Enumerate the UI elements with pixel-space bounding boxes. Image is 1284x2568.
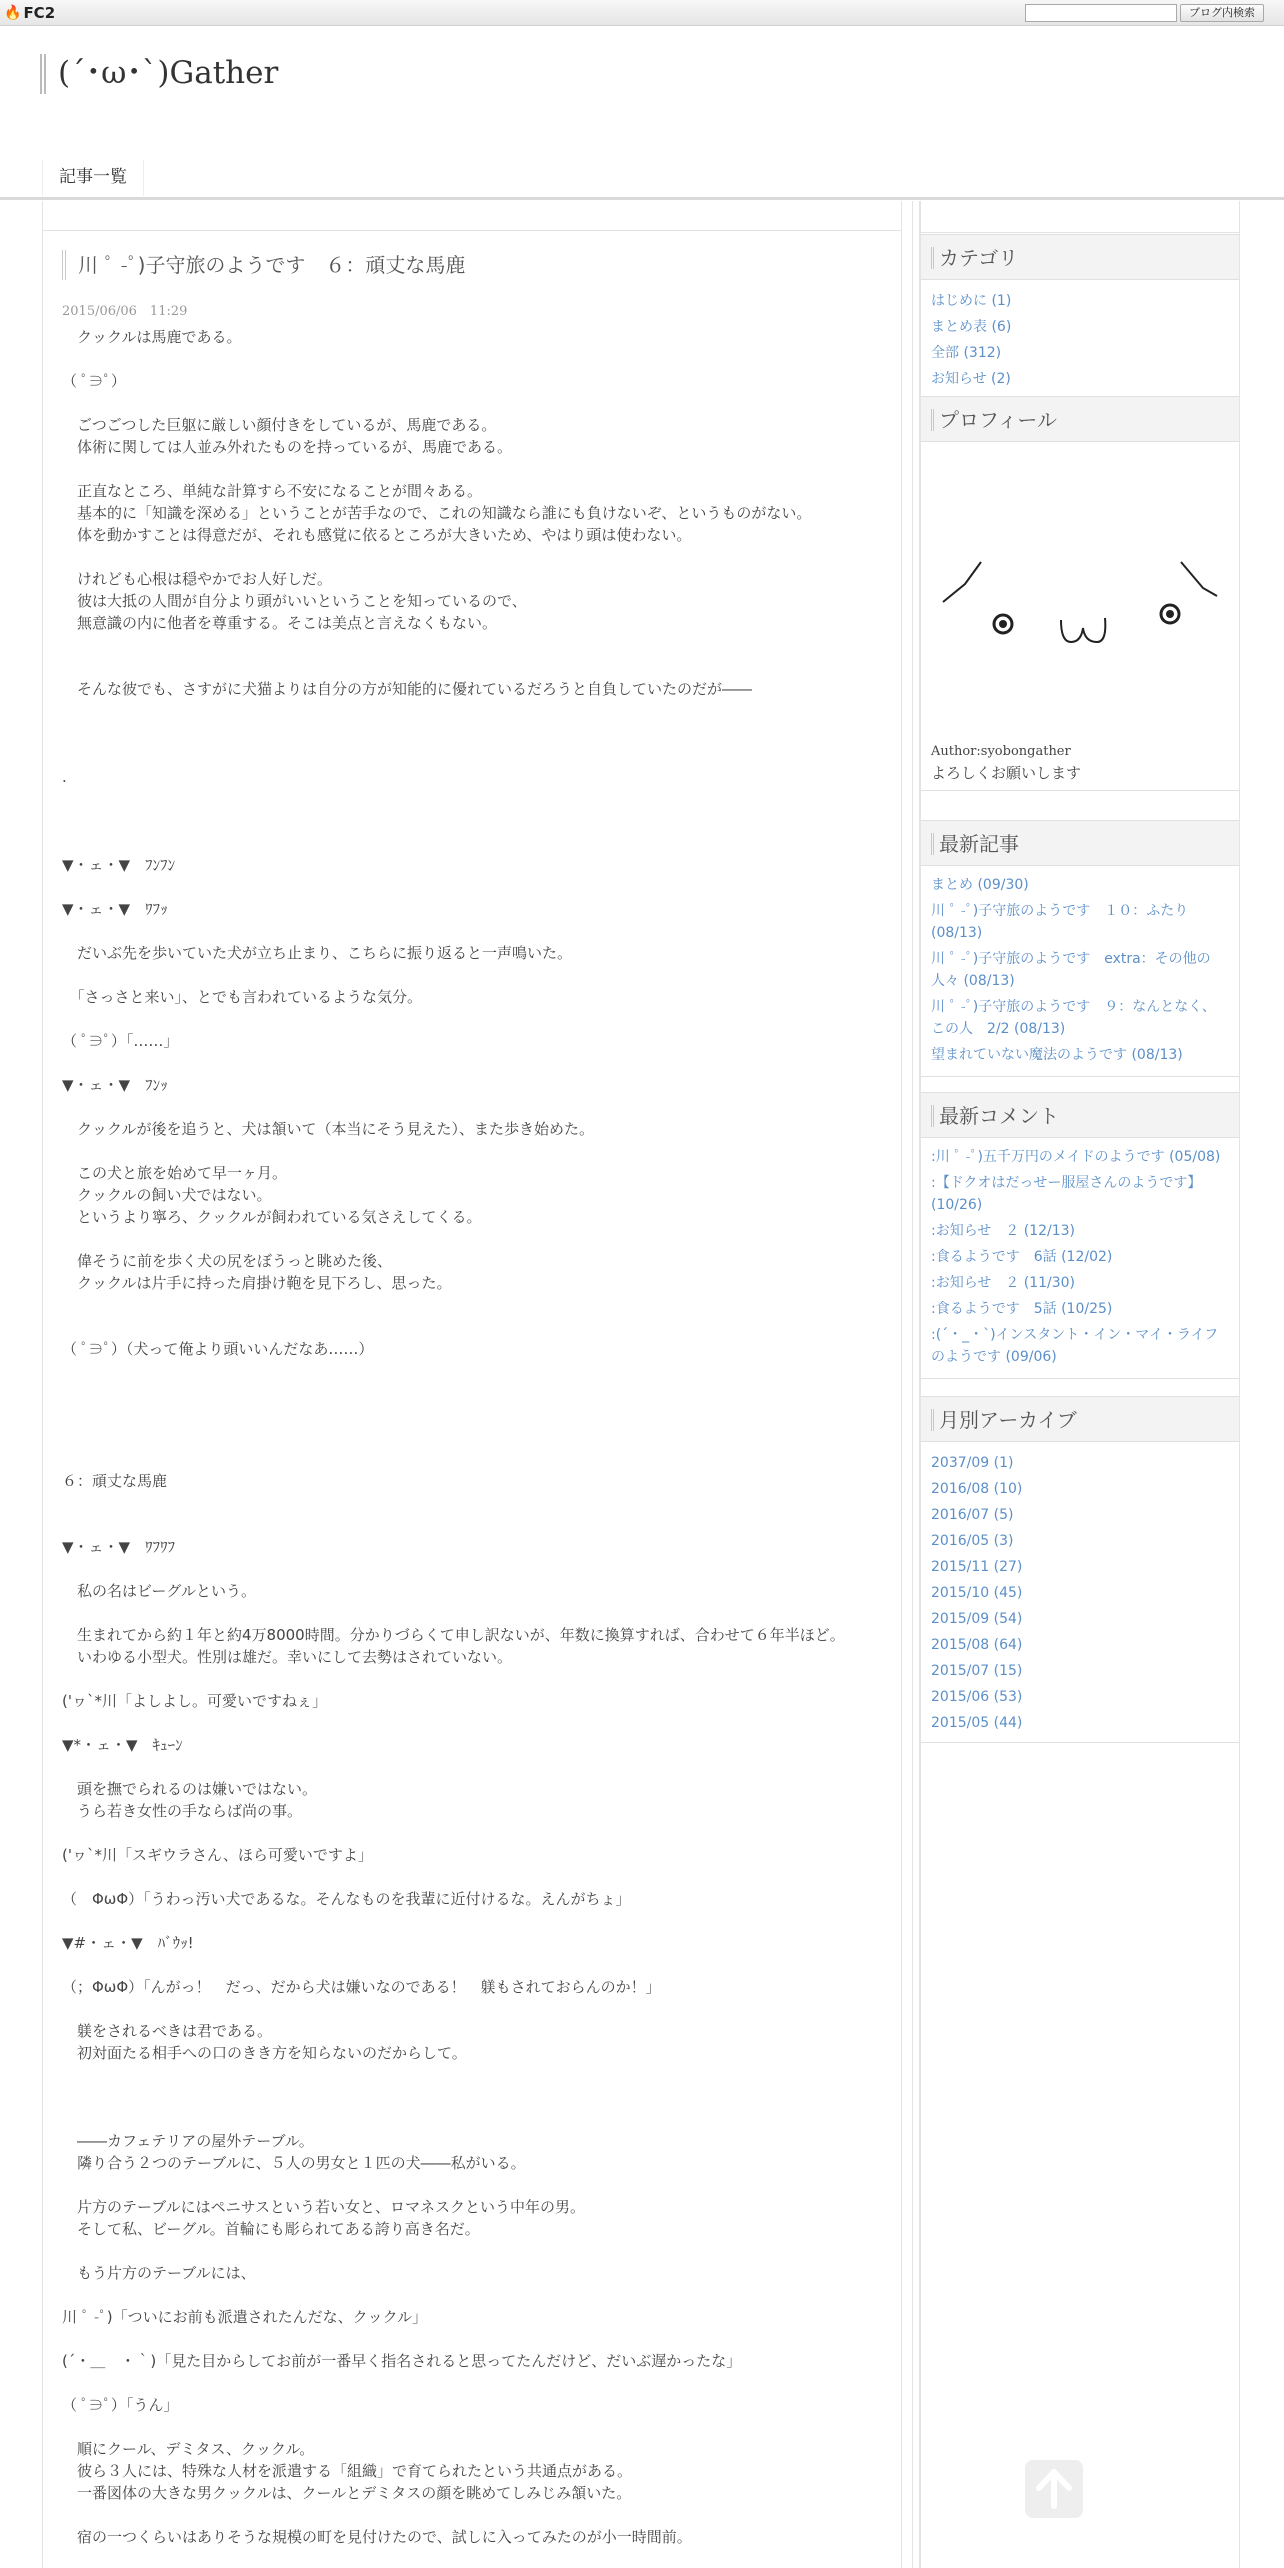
entry-line: 基本的に「知識を深める」ということが苦手なので、これの知識なら誰にも負けないぞ、というものがない。 [62,504,812,522]
archive-link[interactable]: 2015/10 (45) [931,1585,1023,1601]
category-link[interactable]: お知らせ (2) [931,371,1011,387]
entry-line: いわゆる小型犬。性別は雄だ。幸いにして去勢はされていない。 [62,1648,513,1666]
entry-line [62,1514,862,1536]
entry-line: 私の名はビーグルという。 [62,1582,256,1600]
fc2-toolbar [0,0,1284,26]
entry-line [62,1866,862,1888]
entry-line [62,700,862,722]
recent-entry-link[interactable]: 川 ﾟ -ﾟ)子守旅のようです １０：ふたり (08/13) [931,903,1189,941]
recent-comment-link[interactable]: :食るようです 5話 (10/25) [931,1301,1113,1317]
entry-line: 偉そうに前を歩く犬の尻をぼうっと眺めた後、 [62,1252,393,1270]
category-link[interactable]: 全部 (312) [931,345,1002,361]
entry-line [62,1448,862,1470]
entry-line [62,2504,862,2526]
entry-line: クックルの飼い犬ではない。 [62,1186,272,1204]
archive-link[interactable]: 2015/08 (64) [931,1637,1023,1653]
entry-line [62,2240,862,2262]
recent-entries-list [921,866,1239,1076]
entry-line: 彼は大抵の人間が自分より頭がいいということを知っているので、 [62,592,527,610]
entry-line [62,964,862,986]
fc2-flame-icon: 🔥 [4,5,22,21]
entry-line: (´・＿ ・｀)「見た目からしてお前が一番早く指名されると思ってたんだけど、だいぶ遅かったな」 [62,2352,742,2370]
entry-body [62,326,862,2548]
entry-line: というより寧ろ、クックルが飼われている気さえしてくる。 [62,1208,482,1226]
entry-line: ――カフェテリアの屋外テーブル。 [62,2132,314,2150]
recent-comment-link[interactable]: :川 ﾟ -ﾟ)五千万円のメイドのようです (05/08) [931,1149,1221,1165]
sidebar-archive-title: 月別アーカイブ [921,1396,1239,1442]
entry-line: うら若き女性の手ならば尚の事。 [62,1802,303,1820]
entry-line [62,1316,862,1338]
entry-line [62,810,862,832]
entry-line [62,1360,862,1382]
entry-line [62,876,862,898]
entry-line: 隣り合う２つのテーブルに、５人の男女と１匹の犬――私がいる。 [62,2154,526,2172]
entry-line: 一番図体の大きな男クックルは、クールとデミタスの顔を眺めてしみじみ頷いた。 [62,2484,632,2502]
entry-line [62,2086,862,2108]
entry-line [62,2108,862,2130]
entry-line: 宿の一つくらいはありそうな規模の町を見付けたので、試しに入ってみたのが小一時間前。 [62,2528,692,2546]
archive-link[interactable]: 2015/07 (15) [931,1663,1023,1679]
recent-comment-link[interactable]: :【ドクオはだっせー服屋さんのようです】 (10/26) [931,1175,1202,1213]
entry-line [62,458,862,480]
entry-line [62,1140,862,1162]
entry-line: この犬と旅を始めて早一ヶ月。 [62,1164,288,1182]
entry-line: . [62,768,67,786]
sidebar-profile-title: プロフィール [921,396,1239,442]
fc2-logo[interactable] [4,4,55,22]
entry-line [62,1558,862,1580]
archive-link[interactable]: 2037/09 (1) [931,1455,1014,1471]
entry-line: ６：頑丈な馬鹿 [62,1472,168,1490]
archive-link[interactable]: 2015/06 (53) [931,1689,1023,1705]
entry-date: 2015/06/06 11:29 [62,304,188,319]
entry-line: 頭を撫でられるのは嫌いではない。 [62,1780,318,1798]
entry-line: 体術に関しては人並み外れたものを持っているが、馬鹿である。 [62,438,513,456]
entry-line: 無意識の内に他者を尊重する。そこは美点と言えなくもない。 [62,614,498,632]
entry-line [62,1712,862,1734]
entry-line: （ ﾟ∋ﾟ）「うん」 [62,2396,179,2414]
entry-line [62,2284,862,2306]
entry-line [62,1668,862,1690]
entry-line [62,1998,862,2020]
entry-line [62,1492,862,1514]
entry-line [62,2416,862,2438]
arrow-up-icon [1025,2460,1083,2518]
global-nav [0,160,1284,200]
fc2-logo-text: FC2 [23,4,56,22]
entry-line [62,634,862,656]
entry-line: 川 ﾟ -ﾟ)「ついにお前も派遣されたんだな、クックル」 [62,2308,428,2326]
recent-entry-link[interactable]: まとめ (09/30) [931,877,1029,893]
entry-line [62,392,862,414]
entry-line [62,1822,862,1844]
entry-line: 体を動かすことは得意だが、それも感覚に依るところが大きいため、やはり頭は使わない。 [62,526,692,544]
entry-line: 生まれてから約１年と約4万8000時間。分かりづらくて申し訳ないが、年数に換算すれば、合わせて６年半ほど。 [62,1626,845,1644]
category-link[interactable]: はじめに (1) [931,293,1012,309]
recent-entry-link[interactable]: 川 ﾟ -ﾟ)子守旅のようです extra：その他の人々 (08/13) [931,951,1211,989]
entry-line: もう片方のテーブルには、 [62,2264,256,2282]
entry-line: ▼*・ェ・▼ ｷｭｰﾝ [62,1736,183,1754]
category-link[interactable]: まとめ表 (6) [931,319,1012,335]
recent-entry-link[interactable]: 望まれていない魔法のようです (08/13) [931,1047,1183,1063]
entry-line: 躾をされるべきは君である。 [62,2022,273,2040]
recent-comment-link[interactable]: :お知らせ ２ (12/13) [931,1223,1076,1239]
blog-search-button[interactable]: ブログ内検索 [1180,4,1264,22]
sidebar-archive [921,1396,1239,1743]
entry-line: （ ﾟ∋ﾟ）（犬って俺より頭いいんだなあ……） [62,1340,374,1358]
entry-line [62,744,862,766]
entry-line: ▼・ェ・▼ ﾜﾌｯ [62,900,168,918]
entry-line [62,546,862,568]
recent-entry-link[interactable]: 川 ﾟ -ﾟ)子守旅のようです ９：なんとなく、この人 2/2 (08/13) [931,999,1216,1037]
entry-line: クックルが後を追うと、犬は頷いて（本当にそう見えた）、また歩き始めた。 [62,1120,595,1138]
entry-line: ('ヮ`*川「よしよし。可愛いですねぇ」 [62,1692,327,1710]
archive-link[interactable]: 2015/09 (54) [931,1611,1023,1627]
entry-line: 順にクール、デミタス、クックル。 [62,2440,315,2458]
entry-line [62,1910,862,1932]
sidebar-recent-title: 最新記事 [921,820,1239,866]
site-title[interactable]: (´･ω･`)Gather [40,54,278,94]
entry-line [62,656,862,678]
entry-line: ▼・ェ・▼ ﾌﾝｯ [62,1076,168,1094]
entry-line [62,1228,862,1250]
recent-comment-link[interactable]: :食るようです 6話 (12/02) [931,1249,1113,1265]
entry-line [62,2372,862,2394]
sidebar-category-title: カテゴリ [921,234,1239,280]
entry-line [62,832,862,854]
archive-link[interactable]: 2016/07 (5) [931,1507,1014,1523]
entry-line: 「さっさと来い」、とでも言われているような気分。 [62,988,423,1006]
entry-line [62,788,862,810]
entry-line: ごつごつした巨躯に厳しい顔付きをしているが、馬鹿である。 [62,416,497,434]
entry-line [62,1426,862,1448]
column-gutter [912,201,920,2568]
profile-greeting: よろしくお願いします [931,764,1082,782]
profile-avatar [921,442,1239,742]
entry-line: （ ﾟ∋ﾟ）「……」 [62,1032,179,1050]
entry-line [62,1756,862,1778]
profile-author: Author:syobongather [931,744,1071,759]
blog-search-input[interactable] [1025,4,1177,22]
entry-line: ▼・ェ・▼ ﾜﾌﾜﾌ [62,1538,176,1556]
archive-link[interactable]: 2016/05 (3) [931,1533,1014,1549]
entry-line: だいぶ先を歩いていた犬が立ち止まり、こちらに振り返ると一声鳴いた。 [62,944,573,962]
entry-line: ▼#・ェ・▼ ﾊﾞｳｯ! [62,1934,194,1952]
archive-link[interactable]: 2016/08 (10) [931,1481,1023,1497]
recent-comments-list [921,1138,1239,1378]
entry-line [62,1382,862,1404]
sidebar-recent-entries [921,820,1239,1077]
entry-line: ▼・ェ・▼ ﾌﾝﾌﾝ [62,856,176,874]
entry-line: 片方のテーブルにはペニサスという若い女と、ロマネスクという中年の男。 [62,2198,586,2216]
entry-line [62,1052,862,1074]
entry-line: （；ΦωΦ）「んがっ！ だっ、だから犬は嫌いなのである！ 躾もされておらんのか！」 [62,1978,661,1996]
sidebar-comments-title: 最新コメント [921,1092,1239,1138]
entry-line: ('ヮ`*川「スギウラさん、ほら可愛いですよ」 [62,1846,373,1864]
category-list [921,280,1239,398]
entry-line: そして私、ビーグル。首輪にも彫られてある誇り高き名だ。 [62,2220,480,2238]
entry-line: （ ΦωΦ）「うわっ汚い犬であるな。そんなものを我輩に近付けるな。えんがちょ」 [62,1890,631,1908]
entry-line [62,348,862,370]
entry-line [62,1602,862,1624]
entry-line [62,1954,862,1976]
entry-line [62,1008,862,1030]
entry-line: クックルは片手に持った肩掛け鞄を見下ろし、思った。 [62,1274,452,1292]
entry-line: クックルは馬鹿である。 [62,328,242,346]
entry-title[interactable]: 川 ﾟ -ﾟ)子守旅のようです ６：頑丈な馬鹿 [62,250,465,280]
recent-comment-link[interactable]: :お知らせ ２ (11/30) [931,1275,1076,1291]
entry-line [62,2174,862,2196]
archive-link[interactable]: 2015/11 (27) [931,1559,1023,1575]
entry-line [62,722,862,744]
nav-item-article-list[interactable]: 記事一覧 [42,160,144,196]
profile-avatar-drawing [921,442,1239,742]
entry-line: 正直なところ、単純な計算すら不安になることが間々ある。 [62,482,483,500]
entry-line: （ ﾟ∋ﾟ） [62,372,126,390]
entry-line [62,1096,862,1118]
entry-line [62,2064,862,2086]
sidebar-category [921,234,1239,399]
entry-line [62,1404,862,1426]
sidebar-profile [921,396,1239,791]
entry-line: 初対面たる相手への口のきき方を知らないのだからして。 [62,2044,467,2062]
entry-line [62,1294,862,1316]
recent-comment-link[interactable]: :(´・_・`)インスタント・イン・マイ・ライフのようです (09/06) [931,1327,1219,1365]
entry-line: 彼ら３人には、特殊な人材を派遣する「組織」で育てられたという共通点がある。 [62,2462,633,2480]
entry-line [62,2328,862,2350]
scroll-to-top-button[interactable] [1025,2460,1083,2518]
archive-link[interactable]: 2015/05 (44) [931,1715,1023,1731]
entry-line: そんな彼でも、さすがに犬猫よりは自分の方が知能的に優れているだろうと自負していたのだが―― [62,680,753,698]
sidebar-recent-comments [921,1092,1239,1379]
entry-line: けれども心根は穏やかでお人好しだ。 [62,570,333,588]
entry-line [62,920,862,942]
archive-list [921,1442,1239,1742]
